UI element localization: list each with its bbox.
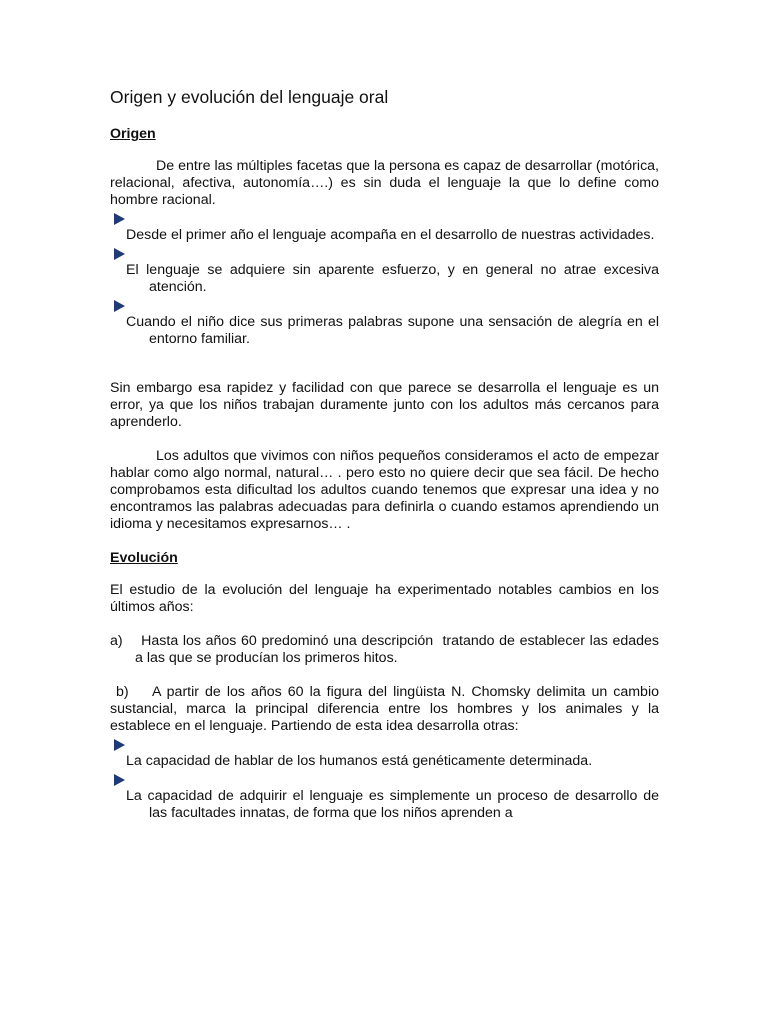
heading-evolucion: Evolución [110,550,178,566]
triangle-right-icon [114,300,125,312]
bullet-item [110,227,659,244]
triangle-right-icon [114,248,125,260]
heading-origen: Origen [110,126,156,142]
bullet-text: La capacidad de hablar de los humanos está genéticamente determinada. [126,753,593,769]
bullet-item [110,788,659,822]
triangle-right-icon [114,213,125,225]
origen-paragraph-2: Los adultos que vivimos con niños pequeños consideramos el acto de empezar hablar como algo normal, natural… . pero esto no quiere decir que sea fácil. De hecho comprobamos esta dificultad los adultos cuando tenemos que expresar una idea y no encontramos las palabras adecuadas para definirla o cuando estamos aprendiendo un idioma y necesitamos expresarnos… . [110,448,659,532]
bullet-text: Cuando el niño dice sus primeras palabras supone una sensación de alegría en el entorno familiar. [126,314,659,347]
bullet-text: Desde el primer año el lenguaje acompaña en el desarrollo de nuestras actividades. [126,227,655,243]
list-item-b: b) A partir de los años 60 la figura del lingüista N. Chomsky delimita un cambio sustancial, marca la principal diferencia entre los hombres y los animales y la establece en el lenguaje. Partiendo de esta idea desarrolla otras: [110,684,663,734]
document-title: Origen y evolución del lenguaje oral [110,87,389,107]
bullet-text: La capacidad de adquirir el lenguaje es simplemente un proceso de desarrollo de las facultades innatas, de forma que los niños aprenden a [126,788,659,821]
triangle-right-icon [114,774,125,786]
bullet-text: El lenguaje se adquiere sin aparente esfuerzo, y en general no atrae excesiva atención. [126,262,659,295]
bullet-item [110,753,659,770]
evolucion-intro: El estudio de la evolución del lenguaje ha experimentado notables cambios en los últimos años: [110,582,659,615]
origen-paragraph-1: Sin embargo esa rapidez y facilidad con que parece se desarrolla el lenguaje es un error, ya que los niños trabajan duramente junto con los adultos más cercanos para aprenderlo. [110,380,659,430]
triangle-right-icon [114,739,125,751]
origen-intro: De entre las múltiples facetas que la persona es capaz de desarrollar (motórica, relacional, afectiva, autonomía….) es sin duda el lenguaje la que lo define como hombre racional. [110,158,659,208]
list-item-a: a) Hasta los años 60 predominó una descripción tratando de establecer las edades a las que se producían los primeros hitos. [110,633,663,666]
bullet-item [110,314,659,348]
document-page [110,86,663,822]
bullet-item [110,262,659,296]
